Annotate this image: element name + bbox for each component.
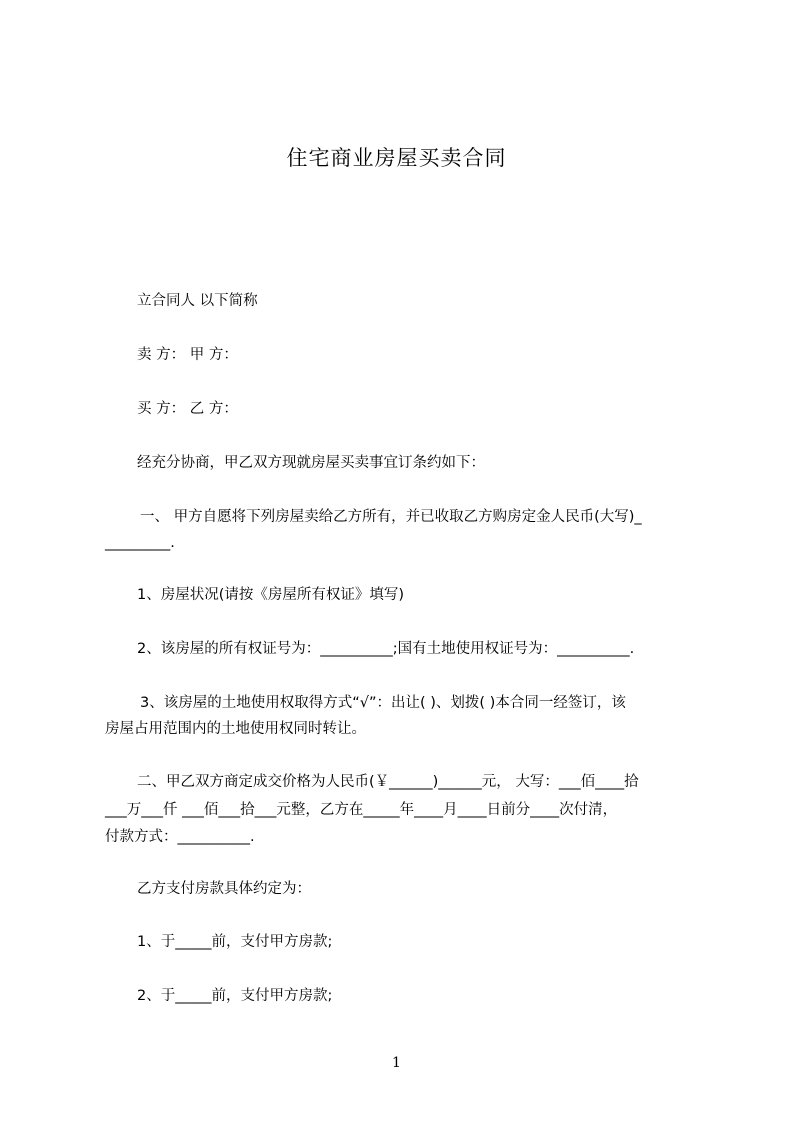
document-title: 住宅商业房屋买卖合同: [286, 146, 507, 170]
page-number: 1: [392, 1055, 401, 1071]
seller-line: 卖 方： 甲 方：: [137, 347, 238, 363]
agreement-intro-line: 经充分协商，甲乙双方现就房屋买卖事宜订条约如下：: [137, 455, 485, 471]
clause-2-line-1: 二、甲乙双方商定成交价格为人民币(￥______)______元， 大写：___佰____拾: [137, 774, 639, 790]
land-use-line-1: 3、该房屋的土地使用权取得方式“√”：出让( )、划拨( )本合同一经签订，该: [140, 695, 626, 711]
buyer-line: 买 方： 乙 方：: [137, 401, 238, 417]
payment-term-1-line: 1、于_____前，支付甲方房款;: [137, 934, 333, 950]
clause-2-line-2: ___万___仟 ___佰___拾___元整，乙方在_____年____月____日前分____次付清，: [105, 802, 618, 818]
payment-method-line: 付款方式：__________.: [105, 829, 255, 845]
clause-1-line-2: _________.: [105, 535, 175, 551]
house-status-line: 1、房屋状况(请按《房屋所有权证》填写): [137, 587, 405, 603]
land-use-line-2: 房屋占用范围内的土地使用权同时转让。: [105, 721, 366, 737]
parties-intro-line: 立合同人 以下简称: [137, 293, 258, 309]
payment-terms-intro-line: 乙方支付房款具体约定为：: [137, 881, 311, 897]
clause-1-line-1: 一、 甲方自愿将下列房屋卖给乙方所有，并已收取乙方购房定金人民币(大写)_: [140, 509, 642, 525]
payment-term-2-line: 2、于_____前，支付甲方房款;: [137, 988, 333, 1004]
certificate-numbers-line: 2、该房屋的所有权证号为：__________;国有土地使用权证号为：__________.: [137, 641, 635, 657]
